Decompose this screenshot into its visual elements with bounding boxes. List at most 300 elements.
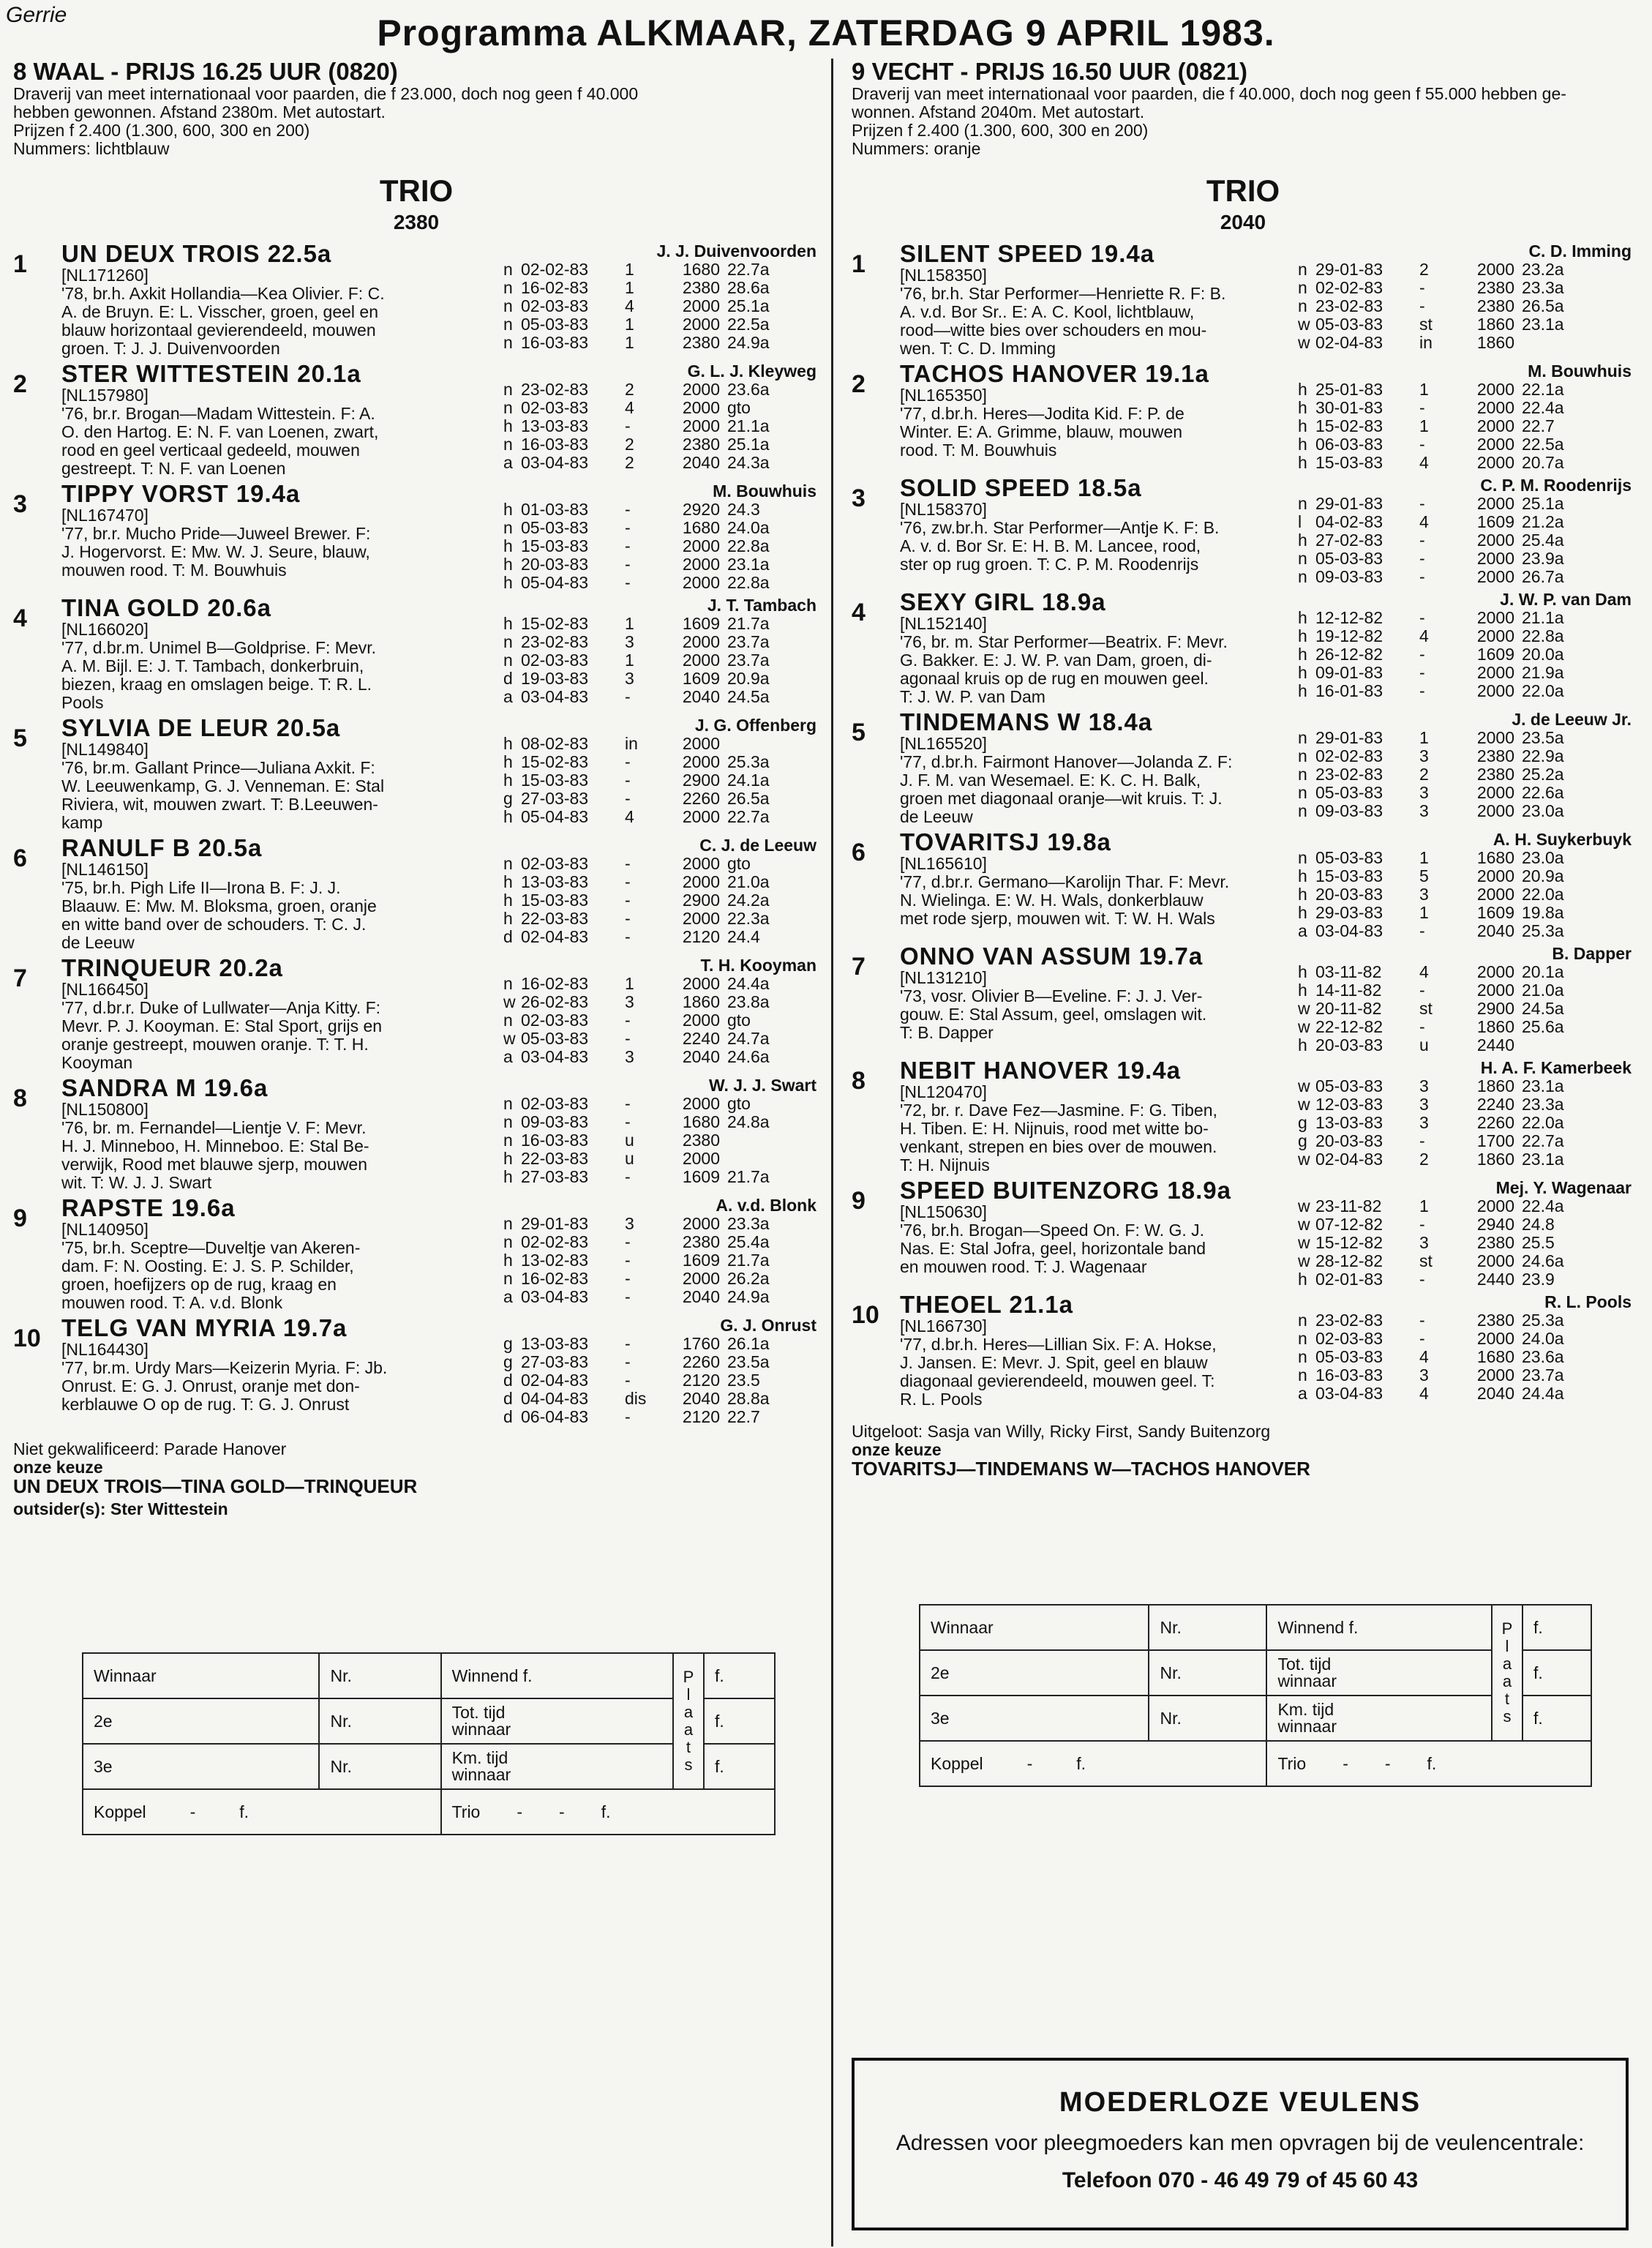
- trio-dash: -: [517, 1802, 523, 1821]
- nr-label: Nr.: [1149, 1650, 1266, 1696]
- horse-description-line: mouwen rood. T: A. v.d. Blonk: [61, 1293, 283, 1312]
- horse-form: [503, 596, 819, 712]
- winnaar-label: Winnaar: [83, 1653, 319, 1698]
- horse-id: [NL164430]: [61, 1340, 149, 1359]
- trio-f: f.: [1427, 1753, 1437, 1773]
- horse-description-line: '78, br.h. Axkit Hollandia—Kea Olivier. F: C.: [61, 284, 385, 303]
- horse-number: 9: [13, 1204, 27, 1232]
- horse-info: [900, 944, 1298, 1054]
- run-time: 23.1a: [1522, 1150, 1564, 1169]
- track-code: h: [503, 891, 513, 910]
- run-time: 23.7a: [727, 632, 770, 651]
- track-code: d: [503, 1407, 513, 1426]
- track-code: h: [1298, 962, 1307, 981]
- horse-info: [61, 716, 503, 832]
- horse-info: [61, 361, 503, 478]
- horse-entry: [852, 590, 1634, 706]
- horse-description-line: Mevr. P. J. Kooyman. E: Stal Sport, grijs en: [61, 1016, 383, 1035]
- run-place: -: [1419, 1215, 1425, 1234]
- run-row: [503, 435, 819, 454]
- column-divider: [831, 59, 833, 2247]
- horse-description-line: '76, zw.br.h. Star Performer—Antje K. F: B.: [900, 518, 1220, 537]
- run-place: -: [625, 1011, 631, 1030]
- horse-description-line: A. de Bruyn. E: L. Visscher, groen, geel en: [61, 302, 379, 321]
- run-date: 15-02-83: [521, 614, 589, 633]
- run-row: [503, 399, 819, 417]
- run-place: 3: [1419, 1365, 1429, 1385]
- track-code: g: [1298, 1131, 1307, 1150]
- run-date: 02-03-83: [521, 296, 589, 315]
- run-date: 22-03-83: [521, 909, 589, 928]
- horse-description-line: T: B. Dapper: [900, 1023, 994, 1042]
- run-place: -: [1419, 645, 1425, 664]
- track-code: a: [1298, 1384, 1307, 1403]
- run-row: [503, 615, 819, 633]
- run-place: 1: [625, 614, 634, 633]
- horse-entry: [13, 241, 819, 358]
- run-place: -: [625, 771, 631, 790]
- nr-label: Nr.: [319, 1653, 440, 1698]
- run-date: 04-02-83: [1315, 512, 1383, 531]
- track-code: n: [503, 1094, 513, 1113]
- run-distance: 2380: [1476, 296, 1514, 315]
- recent-runs: [503, 501, 819, 592]
- track-code: n: [1298, 765, 1307, 784]
- horse-name: RAPSTE 19.6a: [61, 1194, 236, 1221]
- horse-name: SEXY GIRL 18.9a: [900, 588, 1106, 615]
- run-date: 27-03-83: [521, 1352, 589, 1371]
- track-code: n: [503, 974, 513, 993]
- horse-trainer: M. Bouwhuis: [1528, 361, 1632, 381]
- run-distance: 2000: [682, 734, 720, 753]
- run-row: [503, 1251, 819, 1270]
- run-row: [1298, 1348, 1634, 1366]
- horse-trainer: J. J. Duivenvoorden: [656, 241, 816, 261]
- track-code: h: [503, 872, 513, 891]
- recent-runs: [1298, 381, 1634, 472]
- run-place: -: [625, 555, 631, 574]
- run-place: 1: [1419, 1196, 1429, 1215]
- winnaar-label: Winnaar: [920, 1605, 1149, 1650]
- run-date: 15-03-83: [1315, 453, 1383, 472]
- run-distance: 2000: [1476, 962, 1514, 981]
- recent-runs: [1298, 495, 1634, 586]
- form-row-third: [920, 1696, 1591, 1741]
- recent-runs: [503, 975, 819, 1066]
- run-date: 05-04-83: [521, 807, 589, 826]
- run-distance: 2380: [1476, 1233, 1514, 1252]
- track-code: w: [503, 992, 516, 1011]
- run-date: 02-02-83: [1315, 746, 1383, 765]
- result-form-race-8: [82, 1652, 776, 1835]
- run-row: [503, 501, 819, 519]
- track-code: n: [1298, 728, 1307, 747]
- run-row: [503, 790, 819, 808]
- run-time: 23.5a: [727, 1352, 770, 1371]
- horse-form: [503, 956, 819, 1072]
- run-row: [1298, 1095, 1634, 1114]
- run-date: 19-03-83: [521, 669, 589, 688]
- run-row: [1298, 399, 1634, 417]
- run-date: 16-03-83: [521, 1131, 589, 1150]
- run-row: [503, 1408, 819, 1426]
- track-code: g: [1298, 1113, 1307, 1132]
- run-time: gto: [727, 398, 751, 417]
- run-row: [1298, 1036, 1634, 1054]
- run-date: 06-03-83: [1315, 435, 1383, 454]
- horse-description-line: O. den Hartog. E: N. F. van Loenen, zwart,: [61, 422, 379, 441]
- run-time: 22.9a: [1522, 746, 1564, 765]
- run-time: 23.0a: [1522, 848, 1564, 867]
- track-code: n: [503, 1232, 513, 1251]
- race-8-column: [13, 59, 819, 1518]
- recent-runs: [1298, 261, 1634, 352]
- run-date: 16-02-83: [521, 1269, 589, 1288]
- race-description-line: Nummers: oranje: [852, 139, 981, 158]
- horse-form: [1298, 944, 1634, 1054]
- run-place: -: [625, 536, 631, 555]
- run-time: 22.8a: [727, 573, 770, 592]
- run-place: -: [625, 854, 631, 873]
- tot-tijd-label-line: winnaar: [451, 1720, 511, 1739]
- horse-trainer: J. T. Tambach: [707, 596, 816, 615]
- run-distance: 2240: [682, 1029, 720, 1048]
- plaats-letter: s: [684, 1756, 693, 1774]
- horse-trainer: G. J. Onrust: [720, 1316, 816, 1335]
- track-code: h: [1298, 885, 1307, 904]
- trio-cell: [441, 1789, 775, 1835]
- horse-info: [900, 1058, 1298, 1174]
- horse-entry: [852, 944, 1634, 1054]
- run-time: 25.3a: [1522, 921, 1564, 940]
- run-place: dis: [625, 1389, 647, 1408]
- run-distance: 2000: [682, 1011, 720, 1030]
- run-date: 26-02-83: [521, 992, 589, 1011]
- run-row: [503, 753, 819, 771]
- horse-description-line: '75, br.h. Sceptre—Duveltje van Akeren-: [61, 1238, 361, 1257]
- run-place: -: [625, 1269, 631, 1288]
- horse-trainer: C. D. Imming: [1528, 241, 1632, 261]
- run-row: [1298, 784, 1634, 802]
- horse-description-line: Kooyman: [61, 1053, 133, 1072]
- run-place: -: [1419, 608, 1425, 627]
- horse-name: TINDEMANS W 18.4a: [900, 708, 1153, 735]
- run-date: 15-02-83: [521, 752, 589, 771]
- run-place: -: [1419, 981, 1425, 1000]
- track-code: n: [503, 632, 513, 651]
- run-place: 1: [625, 974, 634, 993]
- run-row: [1298, 765, 1634, 784]
- horse-trainer: M. Bouwhuis: [713, 482, 816, 501]
- horse-info: [900, 710, 1298, 826]
- horse-trainer: B. Dapper: [1552, 944, 1632, 963]
- run-place: 4: [1419, 626, 1429, 645]
- race-note: Niet gekwalificeerd: Parade Hanover: [13, 1439, 287, 1458]
- run-date: 02-02-83: [1315, 278, 1383, 297]
- track-code: a: [503, 453, 513, 472]
- run-row: [1298, 1252, 1634, 1270]
- horse-description-line: H. Tiben. E: H. Nijnuis, rood met witte bo-: [900, 1119, 1209, 1138]
- run-row: [1298, 963, 1634, 981]
- horse-number: 6: [852, 839, 866, 866]
- run-place: -: [625, 872, 631, 891]
- horse-trainer: T. H. Kooyman: [700, 956, 816, 975]
- horse-number: 7: [13, 964, 27, 992]
- horse-description-line: T: H. Nijnuis: [900, 1155, 990, 1174]
- run-place: 3: [625, 1214, 634, 1233]
- plaats-f: f.: [704, 1744, 775, 1789]
- run-place: 2: [625, 380, 634, 399]
- run-row: [503, 381, 819, 399]
- horse-description-line: dam. F: N. Oosting. E: J. S. P. Schilder,: [61, 1256, 354, 1275]
- run-distance: 2000: [1476, 801, 1514, 820]
- run-date: 07-12-82: [1315, 1215, 1383, 1234]
- horse-number: 10: [13, 1325, 41, 1352]
- horse-id: [NL158350]: [900, 266, 987, 285]
- run-date: 02-03-83: [1315, 1329, 1383, 1348]
- horse-number: 5: [852, 719, 866, 746]
- track-code: n: [503, 315, 513, 334]
- race-notes: [852, 1422, 1634, 1479]
- horse-description-line: groen met diagonaal oranje—wit kruis. T: J.: [900, 789, 1223, 808]
- horse-description-line: '73, vosr. Olivier B—Eveline. F: J. J. Ver-: [900, 986, 1203, 1005]
- run-distance: 2000: [1476, 1365, 1514, 1385]
- horse-id: [NL146150]: [61, 860, 149, 879]
- recent-runs: [503, 855, 819, 946]
- horse-info: [900, 476, 1298, 586]
- run-row: [503, 519, 819, 537]
- run-place: -: [1419, 567, 1425, 586]
- run-row: [1298, 682, 1634, 700]
- horse-info: [61, 1076, 503, 1192]
- run-row: [503, 651, 819, 670]
- run-date: 05-03-83: [1315, 848, 1383, 867]
- run-date: 23-11-82: [1315, 1196, 1382, 1215]
- track-code: n: [503, 1269, 513, 1288]
- track-code: a: [1298, 921, 1307, 940]
- run-date: 13-03-83: [521, 1334, 589, 1353]
- run-distance: 2000: [682, 1269, 720, 1288]
- form-row-koppel: [920, 1741, 1591, 1786]
- run-time: 20.9a: [727, 669, 770, 688]
- track-code: h: [503, 1167, 513, 1186]
- horse-description-line: Blaauw. E: Mw. M. Bloksma, groen, oranje: [61, 896, 377, 915]
- track-code: h: [503, 573, 513, 592]
- track-code: n: [1298, 567, 1307, 586]
- run-distance: 1860: [1476, 1150, 1514, 1169]
- run-time: 25.4a: [1522, 531, 1564, 550]
- horse-name: TRINQUEUR 20.2a: [61, 954, 283, 981]
- run-place: st: [1419, 315, 1433, 334]
- run-place: st: [1419, 999, 1433, 1018]
- track-code: l: [1298, 512, 1302, 531]
- notice-body: Adressen voor pleegmoeders kan men opvragen bij de veulencentrale:: [896, 2131, 1585, 2155]
- horse-info: [900, 1292, 1298, 1409]
- run-time: 23.3a: [1522, 1095, 1564, 1114]
- run-time: 22.5a: [1522, 435, 1564, 454]
- track-code: g: [503, 1352, 513, 1371]
- horse-id: [NL171260]: [61, 266, 149, 285]
- run-date: 05-04-83: [521, 573, 589, 592]
- run-row: [1298, 904, 1634, 922]
- run-row: [1298, 1270, 1634, 1289]
- track-code: n: [503, 260, 513, 279]
- track-code: n: [503, 518, 513, 537]
- form-row-second: [83, 1698, 775, 1744]
- run-distance: 1609: [682, 1167, 720, 1186]
- run-place: 2: [1419, 765, 1429, 784]
- run-distance: 2000: [1476, 1251, 1514, 1270]
- run-row: [503, 688, 819, 706]
- horse-number: 2: [852, 370, 866, 398]
- run-row: [1298, 315, 1634, 334]
- run-place: -: [1419, 296, 1425, 315]
- run-row: [1298, 1330, 1634, 1348]
- horse-description-line: de Leeuw: [900, 807, 973, 826]
- run-time: 23.2a: [1522, 260, 1564, 279]
- horse-description-line: de Leeuw: [61, 933, 135, 952]
- run-place: -: [1419, 1017, 1425, 1036]
- run-date: 02-03-83: [521, 398, 589, 417]
- horse-form: [503, 361, 819, 478]
- run-date: 09-03-83: [1315, 567, 1383, 586]
- nr-label: Nr.: [1149, 1696, 1266, 1741]
- run-row: [503, 1113, 819, 1131]
- horse-description-line: '76, br. m. Star Performer—Beatrix. F: Mevr.: [900, 632, 1228, 651]
- run-distance: 2260: [682, 1352, 720, 1371]
- horse-description-line: J. Jansen. E: Mevr. J. Spit, geel en blauw: [900, 1353, 1208, 1372]
- run-time: 21.0a: [1522, 981, 1564, 1000]
- run-date: 16-03-83: [521, 435, 589, 454]
- run-place: -: [625, 687, 631, 706]
- run-row: [1298, 645, 1634, 664]
- plaats-letter: a: [683, 1720, 694, 1739]
- recent-runs: [503, 1335, 819, 1426]
- run-time: 24.8: [1522, 1215, 1555, 1234]
- run-time: gto: [727, 1011, 751, 1030]
- horse-entry: [852, 830, 1634, 940]
- horse-description-line: met rode sjerp, mouwen wit. T: W. H. Wals: [900, 909, 1215, 928]
- track-code: h: [1298, 453, 1307, 472]
- run-date: 03-04-83: [1315, 921, 1383, 940]
- run-row: [1298, 531, 1634, 550]
- run-place: 4: [1419, 962, 1429, 981]
- horse-description-line: groen. T: J. J. Duivenvoorden: [61, 339, 280, 358]
- track-code: n: [503, 333, 513, 352]
- run-place: 4: [625, 398, 634, 417]
- horse-name: TINA GOLD 20.6a: [61, 594, 272, 621]
- horse-entry: [13, 1316, 819, 1426]
- km-tijd-label: [1266, 1696, 1492, 1741]
- track-code: h: [503, 500, 513, 519]
- run-date: 23-02-83: [521, 632, 589, 651]
- tot-tijd-label-line: Tot. tijd: [1277, 1655, 1332, 1674]
- track-code: n: [1298, 278, 1307, 297]
- run-date: 26-12-82: [1315, 645, 1383, 664]
- run-row: [1298, 729, 1634, 747]
- plaats-f: f.: [704, 1698, 775, 1744]
- horse-description-line: en mouwen rood. T: J. Wagenaar: [900, 1257, 1147, 1276]
- run-row: [503, 670, 819, 688]
- horse-description-line: '77, d.br.r. Germano—Karolijn Thar. F: Mevr.: [900, 872, 1230, 891]
- run-time: 23.9: [1522, 1270, 1555, 1289]
- run-distance: 2380: [682, 435, 720, 454]
- plaats-letter: t: [686, 1738, 691, 1756]
- run-date: 05-03-83: [1315, 315, 1383, 334]
- run-row: [503, 910, 819, 928]
- horse-description-line: wen. T: C. D. Imming: [900, 339, 1056, 358]
- race-description-line: Nummers: lichtblauw: [13, 139, 170, 158]
- run-date: 02-02-83: [521, 1232, 589, 1251]
- run-place: 1: [1419, 903, 1429, 922]
- horse-name: NEBIT HANOVER 19.4a: [900, 1057, 1181, 1084]
- horse-name: STER WITTESTEIN 20.1a: [61, 360, 361, 387]
- run-place: st: [1419, 1251, 1433, 1270]
- run-time: 22.4a: [1522, 398, 1564, 417]
- track-code: d: [503, 1389, 513, 1408]
- koppel-label: Koppel: [94, 1802, 146, 1821]
- run-date: 05-03-83: [521, 315, 589, 334]
- run-place: -: [625, 500, 631, 519]
- horse-description-line: R. L. Pools: [900, 1390, 983, 1409]
- run-row: [1298, 1366, 1634, 1385]
- track-code: w: [1298, 1251, 1310, 1270]
- run-place: 3: [625, 1047, 634, 1066]
- horse-name: RANULF B 20.5a: [61, 834, 263, 861]
- run-distance: 2120: [682, 1407, 720, 1426]
- plaats-f: f.: [1523, 1650, 1591, 1696]
- horse-description-line: '77, d.br.h. Heres—Lillian Six. F: A. Hokse,: [900, 1335, 1217, 1354]
- run-place: -: [1419, 398, 1425, 417]
- horse-entry: [852, 361, 1634, 472]
- run-place: -: [625, 1094, 631, 1113]
- horse-description-line: '77, d.br.h. Heres—Jodita Kid. F: P. de: [900, 404, 1184, 423]
- run-place: 3: [1419, 746, 1429, 765]
- run-row: [503, 279, 819, 297]
- track-code: a: [503, 1287, 513, 1306]
- track-code: w: [1298, 1095, 1310, 1114]
- horse-entry: [852, 710, 1634, 826]
- run-time: 23.1a: [1522, 1076, 1564, 1095]
- run-distance: 2000: [1476, 866, 1514, 885]
- horse-description-line: oranje gestreept, mouwen oranje. T: T. H.: [61, 1035, 369, 1054]
- run-row: [503, 771, 819, 790]
- run-distance: 1860: [1476, 1017, 1514, 1036]
- track-code: a: [503, 687, 513, 706]
- run-date: 29-03-83: [1315, 903, 1383, 922]
- horse-entry: [852, 476, 1634, 586]
- horse-id: [NL150630]: [900, 1202, 987, 1221]
- run-row: [503, 1233, 819, 1251]
- horse-trainer: A. H. Suykerbuyk: [1493, 830, 1632, 849]
- horse-number: 2: [13, 370, 27, 398]
- run-time: 25.3a: [727, 752, 770, 771]
- horse-form: [1298, 710, 1634, 826]
- race-description: [13, 85, 819, 158]
- run-distance: 2000: [1476, 549, 1514, 568]
- run-distance: 2120: [682, 927, 720, 946]
- horse-name: SOLID SPEED 18.5a: [900, 474, 1142, 501]
- horse-id: [NL120470]: [900, 1082, 987, 1101]
- run-distance: 1760: [682, 1334, 720, 1353]
- plaats-label: [673, 1653, 704, 1789]
- horse-trainer: C. J. de Leeuw: [699, 836, 816, 855]
- km-tijd-label-line: Km. tijd: [451, 1748, 508, 1767]
- race-description-line: wonnen. Afstand 2040m. Met autostart.: [852, 102, 1145, 121]
- horse-description-line: wit. T: W. J. J. Swart: [61, 1173, 212, 1192]
- run-row: [503, 454, 819, 472]
- run-date: 16-03-83: [521, 333, 589, 352]
